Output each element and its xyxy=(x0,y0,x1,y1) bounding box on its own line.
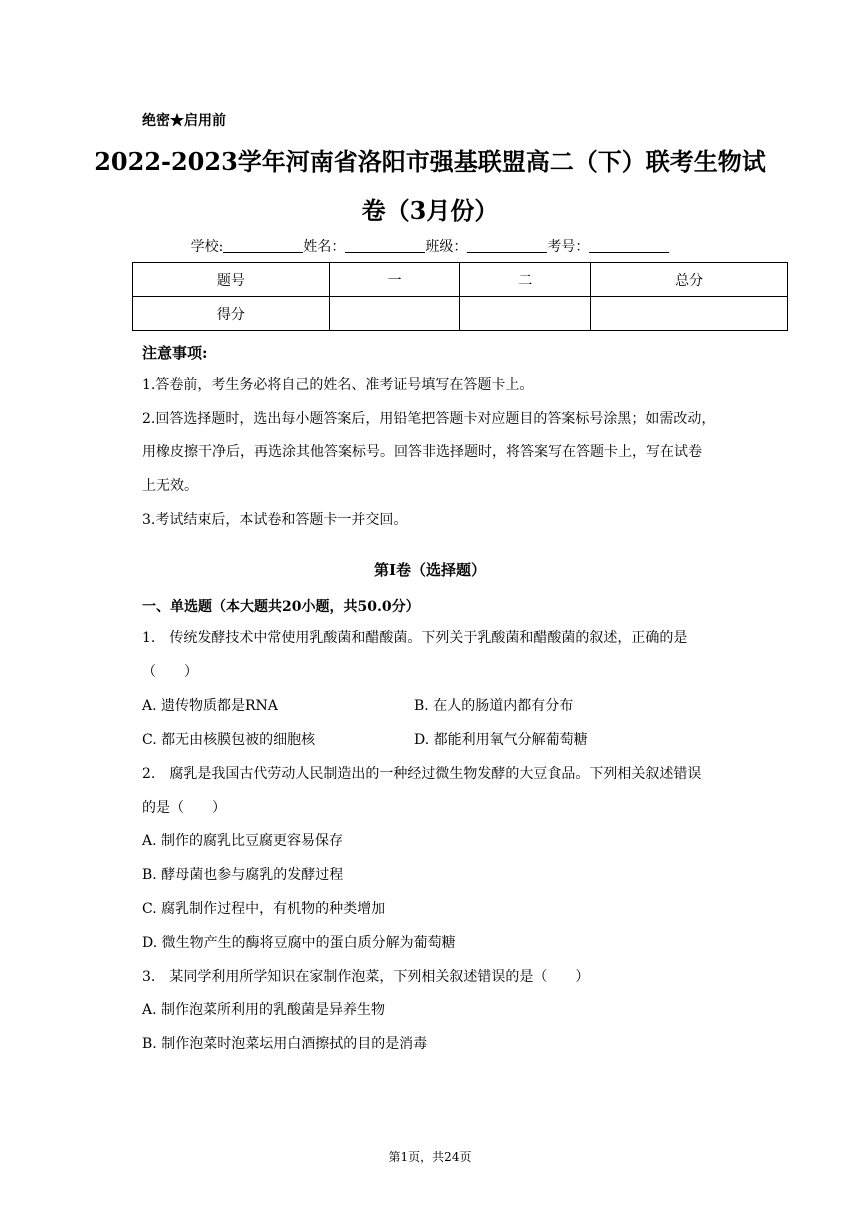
question-2-option-c: C. 腐乳制作过程中，有机物的种类增加 xyxy=(142,901,386,917)
section-title: 第Ⅰ卷（选择题） xyxy=(373,561,487,579)
notice-item: 上无效。 xyxy=(142,478,198,494)
exam-title-line1: 2022-2023学年河南省洛阳市强基联盟高二（下）联考生物试 xyxy=(94,147,766,176)
exam-title-line2: 卷（3月份） xyxy=(361,196,499,225)
question-3-option-a: A. 制作泡菜所利用的乳酸菌是异养生物 xyxy=(142,1002,386,1018)
score-table xyxy=(132,262,788,331)
score-header-cell: 题号 xyxy=(133,263,330,297)
question-1-option-a: A. 遗传物质都是RNA xyxy=(142,698,278,714)
question-3-option-b: B. 制作泡菜时泡菜坛用白酒擦拭的目的是消毒 xyxy=(142,1036,428,1052)
question-1-stem-cont: （ ） xyxy=(142,664,198,680)
part-title: 一、单选题（本大题共20小题，共50.0分） xyxy=(142,599,420,615)
class-blank xyxy=(467,238,547,253)
notice-title: 注意事项: xyxy=(142,344,208,362)
question-2-option-b: B. 酵母菌也参与腐乳的发酵过程 xyxy=(142,867,344,883)
question-2-stem: 2. 腐乳是我国古代劳动人民制造出的一种经过微生物发酵的大豆食品。下列相关叙述错误 xyxy=(142,766,702,782)
class-label: 班级： xyxy=(425,239,468,255)
student-info-line xyxy=(0,236,860,256)
score-cell xyxy=(591,297,788,331)
question-2-stem-cont: 的是（ ） xyxy=(142,800,226,816)
number-label: 考号： xyxy=(547,239,590,255)
score-table-score-row xyxy=(133,297,788,331)
score-cell xyxy=(460,297,591,331)
page-footer: 第1页，共24页 xyxy=(388,1150,472,1164)
question-2-option-d: D. 微生物产生的酶将豆腐中的蛋白质分解为葡萄糖 xyxy=(142,935,456,951)
notice-item: 用橡皮擦干净后，再选涂其他答案标号。回答非选择题时，将答案写在答题卡上，写在试卷 xyxy=(142,444,702,460)
score-row-label: 得分 xyxy=(133,297,330,331)
notice-item: 2.回答选择题时，选出每小题答案后，用铅笔把答题卡对应题目的答案标号涂黑；如需改动， xyxy=(142,411,716,427)
score-header-cell: 二 xyxy=(460,263,591,297)
question-3-stem: 3. 某同学利用所学知识在家制作泡菜，下列相关叙述错误的是（ ） xyxy=(142,969,590,985)
score-header-cell: 总分 xyxy=(591,263,788,297)
notice-item: 3.考试结束后，本试卷和答题卡一并交回。 xyxy=(142,512,408,528)
question-1-option-c: C. 都无由核膜包被的细胞核 xyxy=(142,732,316,748)
score-table-header-row xyxy=(133,263,788,297)
question-1-option-d: D. 都能利用氧气分解葡萄糖 xyxy=(414,732,588,748)
school-blank xyxy=(223,238,303,253)
score-cell xyxy=(329,297,460,331)
confidential-label: 绝密★启用前 xyxy=(142,113,226,129)
score-header-cell: 一 xyxy=(329,263,460,297)
question-1-option-b: B. 在人的肠道内都有分布 xyxy=(414,698,574,714)
question-1-stem: 1. 传统发酵技术中常使用乳酸菌和醋酸菌。下列关于乳酸菌和醋酸菌的叙述，正确的是 xyxy=(142,630,688,646)
notice-item: 1.答卷前，考生务必将自己的姓名、准考证号填写在答题卡上。 xyxy=(142,377,534,393)
name-blank xyxy=(345,238,425,253)
number-blank xyxy=(589,238,669,253)
question-2-option-a: A. 制作的腐乳比豆腐更容易保存 xyxy=(142,833,344,849)
school-label: 学校: xyxy=(190,239,224,255)
name-label: 姓名： xyxy=(303,239,346,255)
